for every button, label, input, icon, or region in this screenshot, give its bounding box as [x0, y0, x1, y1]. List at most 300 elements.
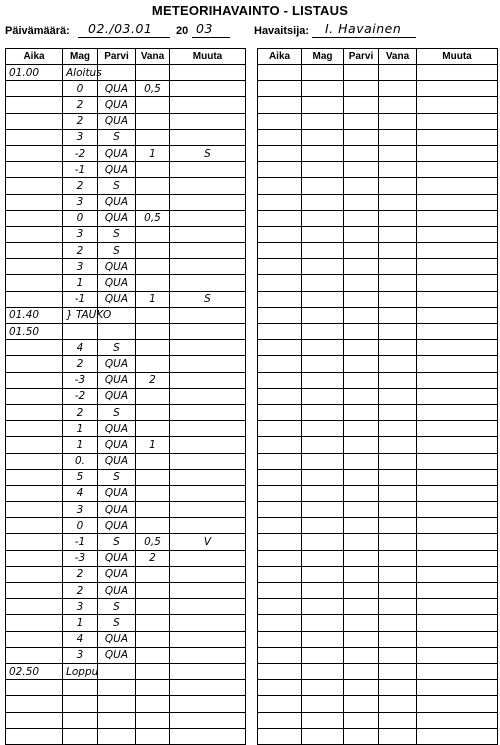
cell-aika	[258, 226, 302, 242]
cell-parvi: QUA	[98, 518, 136, 534]
cell-aika	[258, 97, 302, 113]
table-row	[6, 534, 246, 550]
cell-parvi	[344, 243, 379, 259]
cell-vana	[136, 518, 170, 534]
cell-parvi: QUA	[98, 275, 136, 291]
cell-aika	[6, 97, 63, 113]
table-row	[258, 178, 498, 194]
table-row	[258, 502, 498, 518]
cell-parvi: QUA	[98, 291, 136, 307]
cell-vana	[136, 340, 170, 356]
table-row	[6, 210, 246, 226]
cell-muuta	[417, 243, 498, 259]
cell-mag: 0	[63, 518, 98, 534]
cell-muuta	[170, 728, 246, 744]
cell-vana	[136, 404, 170, 420]
cell-vana	[379, 226, 417, 242]
cell-mag: Aloitus	[63, 65, 98, 81]
cell-aika	[6, 647, 63, 663]
cell-mag: 0.	[63, 453, 98, 469]
cell-mag	[302, 291, 344, 307]
cell-aika	[258, 307, 302, 323]
cell-vana	[379, 324, 417, 340]
cell-parvi	[344, 550, 379, 566]
cell-muuta	[170, 259, 246, 275]
table-row	[6, 680, 246, 696]
cell-parvi: S	[98, 178, 136, 194]
cell-muuta	[417, 534, 498, 550]
cell-aika	[258, 178, 302, 194]
cell-parvi	[344, 194, 379, 210]
cell-parvi: S	[98, 243, 136, 259]
cell-parvi: S	[98, 599, 136, 615]
cell-parvi: QUA	[98, 502, 136, 518]
cell-muuta	[417, 663, 498, 679]
table-row	[6, 583, 246, 599]
table-row	[258, 243, 498, 259]
cell-muuta	[170, 178, 246, 194]
cell-muuta	[417, 728, 498, 744]
cell-aika: 02.50	[6, 663, 63, 679]
cell-vana	[379, 421, 417, 437]
cell-muuta	[170, 243, 246, 259]
cell-vana	[136, 194, 170, 210]
cell-aika	[258, 437, 302, 453]
cell-aika	[6, 631, 63, 647]
cell-parvi: QUA	[98, 647, 136, 663]
cell-parvi	[98, 696, 136, 712]
cell-aika	[258, 696, 302, 712]
cell-muuta	[417, 372, 498, 388]
cell-parvi: QUA	[98, 162, 136, 178]
cell-aika	[258, 502, 302, 518]
cell-muuta	[170, 97, 246, 113]
cell-parvi: QUA	[98, 566, 136, 582]
cell-muuta	[170, 647, 246, 663]
cell-aika	[258, 210, 302, 226]
cell-vana	[379, 712, 417, 728]
cell-muuta	[417, 178, 498, 194]
cell-parvi	[344, 615, 379, 631]
cell-muuta	[417, 599, 498, 615]
cell-mag	[302, 728, 344, 744]
cell-aika	[258, 663, 302, 679]
cell-vana	[379, 291, 417, 307]
cell-aika	[258, 340, 302, 356]
cell-parvi: QUA	[98, 210, 136, 226]
table-row	[6, 469, 246, 485]
cell-parvi: QUA	[98, 81, 136, 97]
cell-muuta	[170, 113, 246, 129]
cell-parvi: QUA	[98, 485, 136, 501]
right-col-muuta: Muuta	[417, 49, 498, 65]
cell-vana	[136, 712, 170, 728]
cell-vana	[136, 162, 170, 178]
cell-parvi: QUA	[98, 145, 136, 161]
cell-aika	[6, 372, 63, 388]
cell-muuta	[417, 485, 498, 501]
cell-muuta	[170, 324, 246, 340]
cell-parvi	[344, 210, 379, 226]
cell-vana	[379, 372, 417, 388]
cell-muuta	[170, 696, 246, 712]
cell-aika	[258, 469, 302, 485]
cell-muuta	[170, 712, 246, 728]
cell-vana: 2	[136, 550, 170, 566]
year-underline	[192, 37, 230, 38]
table-row	[6, 453, 246, 469]
cell-aika	[258, 162, 302, 178]
cell-parvi	[344, 712, 379, 728]
table-row	[258, 437, 498, 453]
cell-muuta	[417, 162, 498, 178]
cell-mag: 1	[63, 615, 98, 631]
cell-mag	[302, 388, 344, 404]
cell-vana	[379, 566, 417, 582]
table-row	[6, 388, 246, 404]
cell-mag	[302, 469, 344, 485]
table-row	[6, 615, 246, 631]
table-row	[258, 663, 498, 679]
cell-parvi	[344, 631, 379, 647]
cell-mag: 2	[63, 356, 98, 372]
table-row	[258, 680, 498, 696]
cell-muuta	[417, 226, 498, 242]
cell-vana	[136, 502, 170, 518]
cell-aika	[6, 291, 63, 307]
cell-vana	[136, 388, 170, 404]
cell-muuta	[417, 113, 498, 129]
cell-aika	[6, 243, 63, 259]
cell-mag	[302, 518, 344, 534]
cell-vana	[379, 485, 417, 501]
cell-parvi	[344, 372, 379, 388]
right-col-parvi: Parvi	[344, 49, 379, 65]
table-row	[6, 631, 246, 647]
cell-mag	[302, 550, 344, 566]
cell-mag	[63, 728, 98, 744]
cell-vana	[136, 178, 170, 194]
cell-aika	[6, 421, 63, 437]
cell-muuta	[170, 275, 246, 291]
cell-muuta	[417, 518, 498, 534]
cell-vana: 2	[136, 372, 170, 388]
cell-mag	[302, 404, 344, 420]
cell-vana	[136, 453, 170, 469]
cell-parvi	[98, 680, 136, 696]
cell-muuta	[170, 372, 246, 388]
cell-mag: Loppu	[63, 663, 98, 679]
cell-vana	[379, 81, 417, 97]
cell-vana	[379, 388, 417, 404]
table-row	[6, 162, 246, 178]
table-row	[6, 243, 246, 259]
cell-mag	[302, 421, 344, 437]
cell-vana	[379, 615, 417, 631]
cell-parvi	[344, 226, 379, 242]
cell-muuta	[417, 583, 498, 599]
table-row	[6, 550, 246, 566]
cell-mag: -1	[63, 534, 98, 550]
cell-mag: } TAUKO	[63, 307, 98, 323]
cell-aika: 01.00	[6, 65, 63, 81]
cell-muuta	[417, 291, 498, 307]
cell-aika	[258, 243, 302, 259]
cell-mag: -3	[63, 372, 98, 388]
cell-mag: 0	[63, 210, 98, 226]
cell-mag: 2	[63, 243, 98, 259]
cell-muuta	[417, 356, 498, 372]
table-row	[6, 437, 246, 453]
cell-muuta	[417, 566, 498, 582]
left-col-mag: Mag	[63, 49, 98, 65]
cell-muuta	[417, 324, 498, 340]
table-row	[258, 599, 498, 615]
cell-mag	[302, 647, 344, 663]
table-row	[6, 324, 246, 340]
cell-vana	[379, 502, 417, 518]
cell-aika	[6, 388, 63, 404]
cell-parvi: QUA	[98, 113, 136, 129]
cell-parvi	[344, 647, 379, 663]
table-row	[6, 178, 246, 194]
cell-muuta	[170, 550, 246, 566]
cell-parvi	[344, 485, 379, 501]
cell-parvi: S	[98, 129, 136, 145]
cell-vana	[379, 404, 417, 420]
table-row	[258, 97, 498, 113]
cell-muuta	[170, 615, 246, 631]
table-row	[258, 194, 498, 210]
cell-aika	[258, 566, 302, 582]
cell-aika	[6, 518, 63, 534]
cell-mag: -1	[63, 162, 98, 178]
cell-aika	[6, 615, 63, 631]
table-row	[6, 663, 246, 679]
cell-parvi	[344, 81, 379, 97]
cell-parvi: QUA	[98, 372, 136, 388]
cell-mag: 4	[63, 485, 98, 501]
cell-aika	[258, 728, 302, 744]
cell-muuta	[417, 404, 498, 420]
date-value: 02./03.01	[88, 21, 153, 36]
cell-aika	[258, 615, 302, 631]
cell-vana	[136, 566, 170, 582]
table-row	[258, 615, 498, 631]
cell-parvi: QUA	[98, 583, 136, 599]
cell-muuta	[170, 226, 246, 242]
cell-mag: 1	[63, 421, 98, 437]
cell-parvi	[344, 404, 379, 420]
cell-muuta	[170, 404, 246, 420]
cell-vana: 0,5	[136, 81, 170, 97]
table-row	[258, 113, 498, 129]
cell-parvi	[344, 307, 379, 323]
cell-mag	[302, 534, 344, 550]
table-row	[6, 65, 246, 81]
cell-muuta	[170, 599, 246, 615]
table-row	[6, 307, 246, 323]
cell-mag	[302, 583, 344, 599]
right-col-mag: Mag	[302, 49, 344, 65]
cell-vana: 1	[136, 291, 170, 307]
cell-muuta	[170, 162, 246, 178]
cell-vana	[379, 275, 417, 291]
cell-parvi	[344, 566, 379, 582]
cell-parvi	[344, 162, 379, 178]
cell-vana	[379, 307, 417, 323]
cell-aika	[6, 210, 63, 226]
cell-mag	[302, 162, 344, 178]
cell-vana	[136, 129, 170, 145]
cell-mag: -2	[63, 145, 98, 161]
table-row	[258, 65, 498, 81]
date-underline	[78, 37, 170, 38]
cell-muuta	[170, 453, 246, 469]
cell-vana	[379, 647, 417, 663]
cell-parvi	[344, 599, 379, 615]
cell-parvi: S	[98, 404, 136, 420]
cell-aika	[258, 404, 302, 420]
cell-mag	[302, 97, 344, 113]
cell-muuta	[170, 680, 246, 696]
right-col-aika: Aika	[258, 49, 302, 65]
cell-muuta	[170, 518, 246, 534]
cell-parvi: S	[98, 534, 136, 550]
cell-vana	[136, 615, 170, 631]
cell-aika	[6, 259, 63, 275]
table-row	[258, 583, 498, 599]
table-row	[258, 275, 498, 291]
cell-mag: -3	[63, 550, 98, 566]
cell-vana	[136, 583, 170, 599]
cell-parvi	[344, 129, 379, 145]
cell-aika	[258, 518, 302, 534]
cell-parvi	[344, 97, 379, 113]
cell-vana	[136, 696, 170, 712]
cell-vana	[379, 194, 417, 210]
cell-muuta	[417, 712, 498, 728]
cell-parvi: QUA	[98, 259, 136, 275]
table-row	[6, 372, 246, 388]
cell-aika	[6, 129, 63, 145]
cell-vana	[379, 583, 417, 599]
cell-parvi: QUA	[98, 97, 136, 113]
cell-muuta	[170, 388, 246, 404]
cell-parvi	[344, 324, 379, 340]
table-row	[6, 696, 246, 712]
cell-parvi	[344, 421, 379, 437]
cell-parvi: QUA	[98, 388, 136, 404]
cell-mag	[302, 307, 344, 323]
cell-muuta	[417, 615, 498, 631]
cell-muuta	[170, 81, 246, 97]
table-row	[6, 421, 246, 437]
cell-aika	[258, 291, 302, 307]
cell-parvi	[98, 712, 136, 728]
observer-underline	[312, 37, 416, 38]
table-row	[6, 145, 246, 161]
cell-vana	[379, 663, 417, 679]
table-row	[258, 566, 498, 582]
cell-aika	[258, 550, 302, 566]
cell-vana	[136, 680, 170, 696]
table-row	[258, 469, 498, 485]
cell-parvi	[344, 145, 379, 161]
right-header-row	[258, 49, 498, 65]
cell-vana	[379, 518, 417, 534]
left-log-table	[5, 48, 246, 745]
cell-mag	[302, 663, 344, 679]
cell-mag: 2	[63, 113, 98, 129]
cell-mag	[302, 696, 344, 712]
cell-vana	[136, 97, 170, 113]
cell-parvi	[344, 663, 379, 679]
cell-vana	[379, 534, 417, 550]
cell-aika: 01.40	[6, 307, 63, 323]
table-row	[258, 550, 498, 566]
table-row	[258, 291, 498, 307]
cell-mag	[302, 712, 344, 728]
cell-aika	[6, 437, 63, 453]
cell-parvi	[344, 680, 379, 696]
cell-mag	[302, 129, 344, 145]
cell-muuta	[417, 437, 498, 453]
cell-muuta	[417, 210, 498, 226]
table-row	[258, 518, 498, 534]
cell-mag: 2	[63, 404, 98, 420]
table-row	[6, 291, 246, 307]
cell-vana	[379, 129, 417, 145]
table-row	[6, 81, 246, 97]
cell-vana	[379, 453, 417, 469]
cell-parvi	[344, 453, 379, 469]
cell-aika	[258, 421, 302, 437]
cell-parvi	[344, 388, 379, 404]
cell-vana	[136, 65, 170, 81]
cell-parvi	[344, 291, 379, 307]
cell-parvi: QUA	[98, 550, 136, 566]
table-row	[258, 485, 498, 501]
cell-vana	[379, 356, 417, 372]
cell-aika	[258, 583, 302, 599]
cell-vana	[136, 259, 170, 275]
cell-parvi: S	[98, 226, 136, 242]
cell-vana	[136, 663, 170, 679]
table-row	[258, 534, 498, 550]
cell-parvi: QUA	[98, 356, 136, 372]
cell-vana	[379, 469, 417, 485]
cell-vana	[379, 145, 417, 161]
cell-parvi	[98, 65, 136, 81]
cell-muuta	[417, 388, 498, 404]
cell-muuta	[170, 485, 246, 501]
cell-aika	[258, 485, 302, 501]
cell-vana	[136, 243, 170, 259]
right-log-table	[257, 48, 498, 745]
cell-parvi	[344, 728, 379, 744]
cell-mag: 3	[63, 194, 98, 210]
cell-vana	[379, 728, 417, 744]
cell-mag	[63, 712, 98, 728]
table-row	[6, 113, 246, 129]
cell-muuta	[170, 437, 246, 453]
date-label: Päivämäärä:	[5, 25, 70, 37]
cell-parvi	[344, 178, 379, 194]
year-value: 03	[196, 21, 213, 36]
table-row	[258, 696, 498, 712]
cell-mag	[302, 502, 344, 518]
